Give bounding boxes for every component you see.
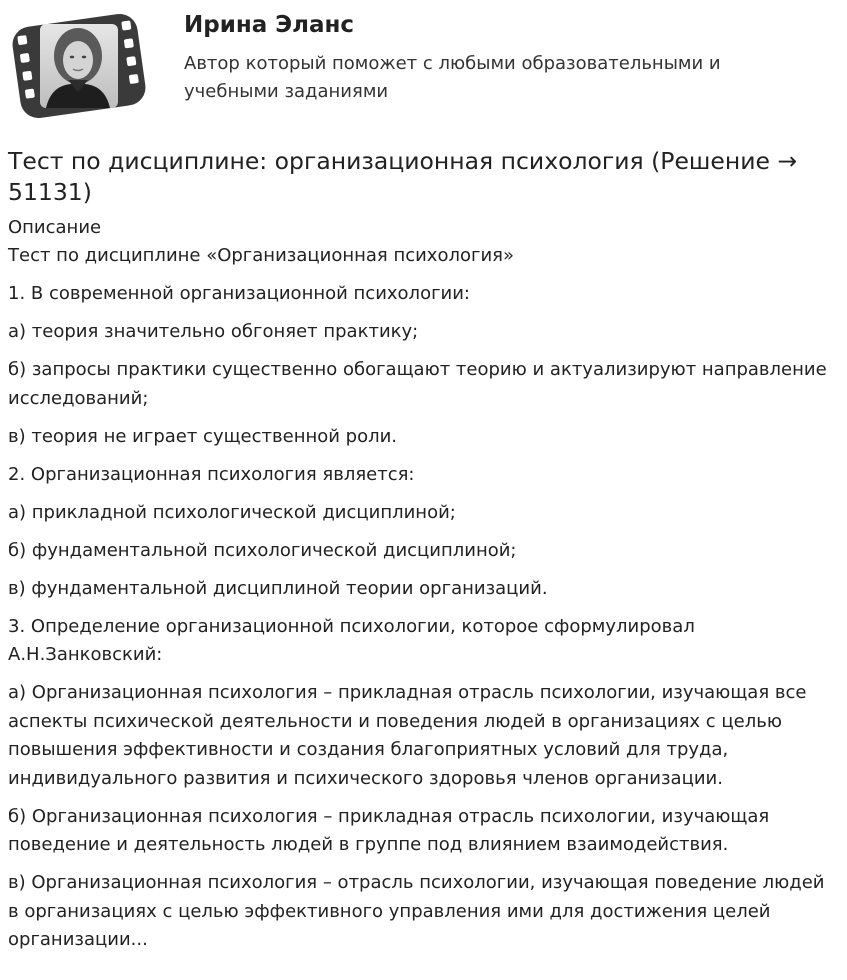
avatar-film-frame — [6, 6, 152, 126]
answer-3b: б) Организационная психология – прикладная отрасль психологии, изучающая поведение и деятельность людей в группе под влиянием взаимодействия. — [8, 805, 770, 855]
author-name: Ирина Эланс — [184, 12, 355, 38]
description-label: Описание — [8, 217, 102, 238]
answer-1c: в) теория не играет существенной роли. — [8, 425, 398, 447]
answer-2b: б) фундаментальной психологической дисциплиной; — [8, 539, 517, 561]
answer-2a: а) прикладной психологической дисциплиной; — [8, 501, 456, 523]
avatar — [6, 6, 152, 126]
question-3: 3. Определение организационной психологии, которое сформулировал А.Н.Занковский: — [8, 615, 695, 665]
answer-3a: а) Организационная психология – прикладная отрасль психологии, изучающая все аспекты психической деятельности и поведения людей в организациях с целью повышения эффективности и создания благоприятных условий для труда, индивидуального развития и психического здоровья членов организации. — [8, 682, 807, 789]
question-1: 1. В современной организационной психологии: — [8, 283, 470, 304]
answer-2c: в) фундаментальной дисциплиной теории организаций. — [8, 577, 548, 599]
document-subtitle: Тест по дисциплине «Организационная психология» — [8, 245, 514, 266]
author-header — [0, 0, 847, 130]
avatar-photo — [40, 24, 118, 108]
answer-1a: а) теория значительно обгоняет практику; — [8, 321, 419, 342]
document-content — [8, 146, 840, 964]
answer-1b: б) запросы практики существенно обогащают теорию и актуализируют направление исследований; — [8, 359, 827, 409]
answer-3c: в) Организационная психология – отрасль психологии, изучающая поведение людей в организациях с целью эффективного управления ими для достижения целей организации... — [8, 872, 825, 950]
document-title: Тест по дисциплине: организационная психология (Решение → 51131) — [8, 147, 798, 206]
author-description: Автор который поможет с любыми образовательными и учебными заданиями — [184, 53, 721, 102]
question-2: 2. Организационная психология является: — [8, 463, 415, 485]
